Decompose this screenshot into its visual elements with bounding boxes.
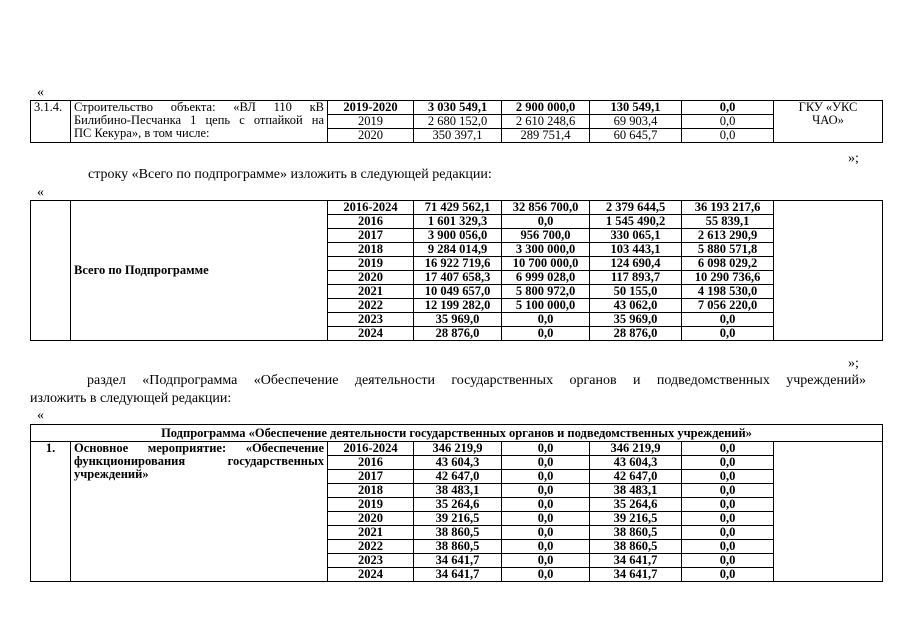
description-line: функционирования государственных (74, 454, 324, 468)
other-sources-cell: 0,0 (682, 526, 774, 540)
other-sources-cell: 0,0 (682, 470, 774, 484)
year-cell: 2017 (328, 470, 414, 484)
other-sources-cell: 0,0 (682, 554, 774, 568)
federal-budget-cell: 6 999 028,0 (502, 271, 590, 285)
row-number (31, 201, 71, 341)
regional-budget-cell: 42 647,0 (590, 470, 682, 484)
year-cell: 2020 (328, 129, 414, 143)
total-cell: 38 860,5 (414, 540, 502, 554)
year-cell: 2016-2024 (328, 201, 414, 215)
year-cell: 2018 (328, 484, 414, 498)
regional-budget-cell: 124 690,4 (590, 257, 682, 271)
total-cell: 34 641,7 (414, 568, 502, 582)
regional-budget-cell: 346 219,9 (590, 442, 682, 456)
instruction-text-2-line2: изложить в следующей редакции: (30, 391, 232, 406)
federal-budget-cell: 3 300 000,0 (502, 243, 590, 257)
instruction-text-2-line1: раздел «Подпрограмма «Обеспечение деятельности государственных органов и подведомственных учреждений» (87, 373, 866, 388)
total-cell: 34 641,7 (414, 554, 502, 568)
total-cell: 1 601 329,3 (414, 215, 502, 229)
regional-budget-cell: 28 876,0 (590, 327, 682, 341)
regional-budget-cell: 60 645,7 (590, 129, 682, 143)
other-sources-cell: 0,0 (682, 313, 774, 327)
row-number: 1. (31, 442, 71, 582)
total-cell: 35 264,6 (414, 498, 502, 512)
executor-cell (774, 101, 883, 143)
federal-budget-cell: 0,0 (502, 484, 590, 498)
federal-budget-cell: 0,0 (502, 456, 590, 470)
regional-budget-cell: 38 483,1 (590, 484, 682, 498)
other-sources-cell: 0,0 (682, 327, 774, 341)
year-cell: 2019 (328, 257, 414, 271)
regional-budget-cell: 117 893,7 (590, 271, 682, 285)
year-cell: 2018 (328, 243, 414, 257)
total-cell: 43 604,3 (414, 456, 502, 470)
federal-budget-cell: 10 700 000,0 (502, 257, 590, 271)
total-cell: 2 680 152,0 (414, 115, 502, 129)
total-cell: 35 969,0 (414, 313, 502, 327)
total-cell: 38 483,1 (414, 484, 502, 498)
object-description (71, 101, 328, 143)
total-cell: 10 049 657,0 (414, 285, 502, 299)
year-cell: 2020 (328, 512, 414, 526)
table-row (31, 101, 883, 115)
regional-budget-cell: 2 379 644,5 (590, 201, 682, 215)
other-sources-cell: 0,0 (682, 568, 774, 582)
federal-budget-cell: 0,0 (502, 470, 590, 484)
federal-budget-cell: 2 900 000,0 (502, 101, 590, 115)
other-sources-cell: 0,0 (682, 129, 774, 143)
total-cell: 12 199 282,0 (414, 299, 502, 313)
total-cell: 350 397,1 (414, 129, 502, 143)
subprogram-header-row (31, 425, 883, 442)
executor-line: ЧАО» (812, 113, 844, 127)
year-cell: 2022 (328, 540, 414, 554)
other-sources-cell: 0,0 (682, 115, 774, 129)
total-cell: 71 429 562,1 (414, 201, 502, 215)
other-sources-cell: 0,0 (682, 484, 774, 498)
federal-budget-cell: 0,0 (502, 526, 590, 540)
federal-budget-cell: 0,0 (502, 540, 590, 554)
other-sources-cell: 55 839,1 (682, 215, 774, 229)
description-line: Строительство объекта: «ВЛ 110 кВ (74, 100, 324, 114)
regional-budget-cell: 1 545 490,2 (590, 215, 682, 229)
federal-budget-cell: 0,0 (502, 554, 590, 568)
year-cell: 2023 (328, 554, 414, 568)
other-sources-cell: 7 056 220,0 (682, 299, 774, 313)
year-cell: 2021 (328, 285, 414, 299)
regional-budget-cell: 43 062,0 (590, 299, 682, 313)
description-line: учреждений» (74, 467, 149, 481)
table-row (31, 442, 883, 456)
total-cell: 3 030 549,1 (414, 101, 502, 115)
year-cell: 2019 (328, 115, 414, 129)
year-cell: 2020 (328, 271, 414, 285)
regional-budget-cell: 130 549,1 (590, 101, 682, 115)
regional-budget-cell: 39 216,5 (590, 512, 682, 526)
description-line: ПС Кекура», в том числе: (74, 126, 210, 140)
regional-budget-cell: 35 969,0 (590, 313, 682, 327)
total-cell: 38 860,5 (414, 526, 502, 540)
regional-budget-cell: 35 264,6 (590, 498, 682, 512)
total-cell: 3 900 056,0 (414, 229, 502, 243)
executor-cell (774, 442, 883, 582)
table-subprogram-institutions (30, 424, 883, 582)
table-object-3-1-4 (30, 100, 883, 143)
federal-budget-cell: 5 100 000,0 (502, 299, 590, 313)
other-sources-cell: 0,0 (682, 456, 774, 470)
year-cell: 2017 (328, 229, 414, 243)
regional-budget-cell: 330 065,1 (590, 229, 682, 243)
federal-budget-cell: 0,0 (502, 498, 590, 512)
other-sources-cell: 4 198 530,0 (682, 285, 774, 299)
regional-budget-cell: 34 641,7 (590, 568, 682, 582)
regional-budget-cell: 50 155,0 (590, 285, 682, 299)
year-cell: 2021 (328, 526, 414, 540)
year-cell: 2016 (328, 456, 414, 470)
federal-budget-cell: 289 751,4 (502, 129, 590, 143)
other-sources-cell: 0,0 (682, 101, 774, 115)
regional-budget-cell: 38 860,5 (590, 540, 682, 554)
federal-budget-cell: 0,0 (502, 313, 590, 327)
federal-budget-cell: 32 856 700,0 (502, 201, 590, 215)
total-cell: 9 284 014,9 (414, 243, 502, 257)
total-cell: 42 647,0 (414, 470, 502, 484)
year-cell: 2022 (328, 299, 414, 313)
other-sources-cell: 36 193 217,6 (682, 201, 774, 215)
total-cell: 28 876,0 (414, 327, 502, 341)
regional-budget-cell: 43 604,3 (590, 456, 682, 470)
total-cell: 346 219,9 (414, 442, 502, 456)
other-sources-cell: 0,0 (682, 442, 774, 456)
year-cell: 2024 (328, 327, 414, 341)
other-sources-cell: 10 290 736,6 (682, 271, 774, 285)
total-cell: 17 407 658,3 (414, 271, 502, 285)
quote-open-2: « (37, 185, 44, 200)
federal-budget-cell: 2 610 248,6 (502, 115, 590, 129)
regional-budget-cell: 103 443,1 (590, 243, 682, 257)
regional-budget-cell: 38 860,5 (590, 526, 682, 540)
quote-close-1: »; (848, 151, 859, 166)
subprogram-header: Подпрограмма «Обеспечение деятельности государственных органов и подведомственных учреждений» (31, 425, 883, 442)
executor-cell (774, 201, 883, 341)
other-sources-cell: 5 880 571,8 (682, 243, 774, 257)
year-cell: 2016-2024 (328, 442, 414, 456)
total-cell: 16 922 719,6 (414, 257, 502, 271)
federal-budget-cell: 0,0 (502, 327, 590, 341)
description-line: Билибино-Песчанка 1 цепь с отпайкой на (74, 113, 324, 127)
regional-budget-cell: 34 641,7 (590, 554, 682, 568)
year-cell: 2023 (328, 313, 414, 327)
federal-budget-cell: 0,0 (502, 442, 590, 456)
federal-budget-cell: 0,0 (502, 512, 590, 526)
regional-budget-cell: 69 903,4 (590, 115, 682, 129)
federal-budget-cell: 956 700,0 (502, 229, 590, 243)
year-cell: 2024 (328, 568, 414, 582)
other-sources-cell: 0,0 (682, 512, 774, 526)
quote-open-1: « (37, 85, 44, 100)
row-number: 3.1.4. (31, 101, 71, 143)
total-label: Всего по Подпрограмме (71, 201, 328, 341)
year-cell: 2016 (328, 215, 414, 229)
year-cell: 2019 (328, 498, 414, 512)
total-cell: 39 216,5 (414, 512, 502, 526)
other-sources-cell: 2 613 290,9 (682, 229, 774, 243)
table-subprogram-total (30, 200, 883, 341)
federal-budget-cell: 0,0 (502, 215, 590, 229)
federal-budget-cell: 0,0 (502, 568, 590, 582)
other-sources-cell: 0,0 (682, 498, 774, 512)
quote-close-2: »; (848, 356, 859, 371)
federal-budget-cell: 5 800 972,0 (502, 285, 590, 299)
activity-description (71, 442, 328, 582)
description-line: Основное мероприятие: «Обеспечение (74, 441, 324, 455)
other-sources-cell: 0,0 (682, 540, 774, 554)
executor-line: ГКУ «УКС (798, 100, 858, 114)
instruction-text-1: строку «Всего по подпрограмме» изложить в следующей редакции: (88, 167, 492, 182)
table-row (31, 201, 883, 215)
other-sources-cell: 6 098 029,2 (682, 257, 774, 271)
quote-open-3: « (37, 408, 44, 423)
year-cell: 2019-2020 (328, 101, 414, 115)
